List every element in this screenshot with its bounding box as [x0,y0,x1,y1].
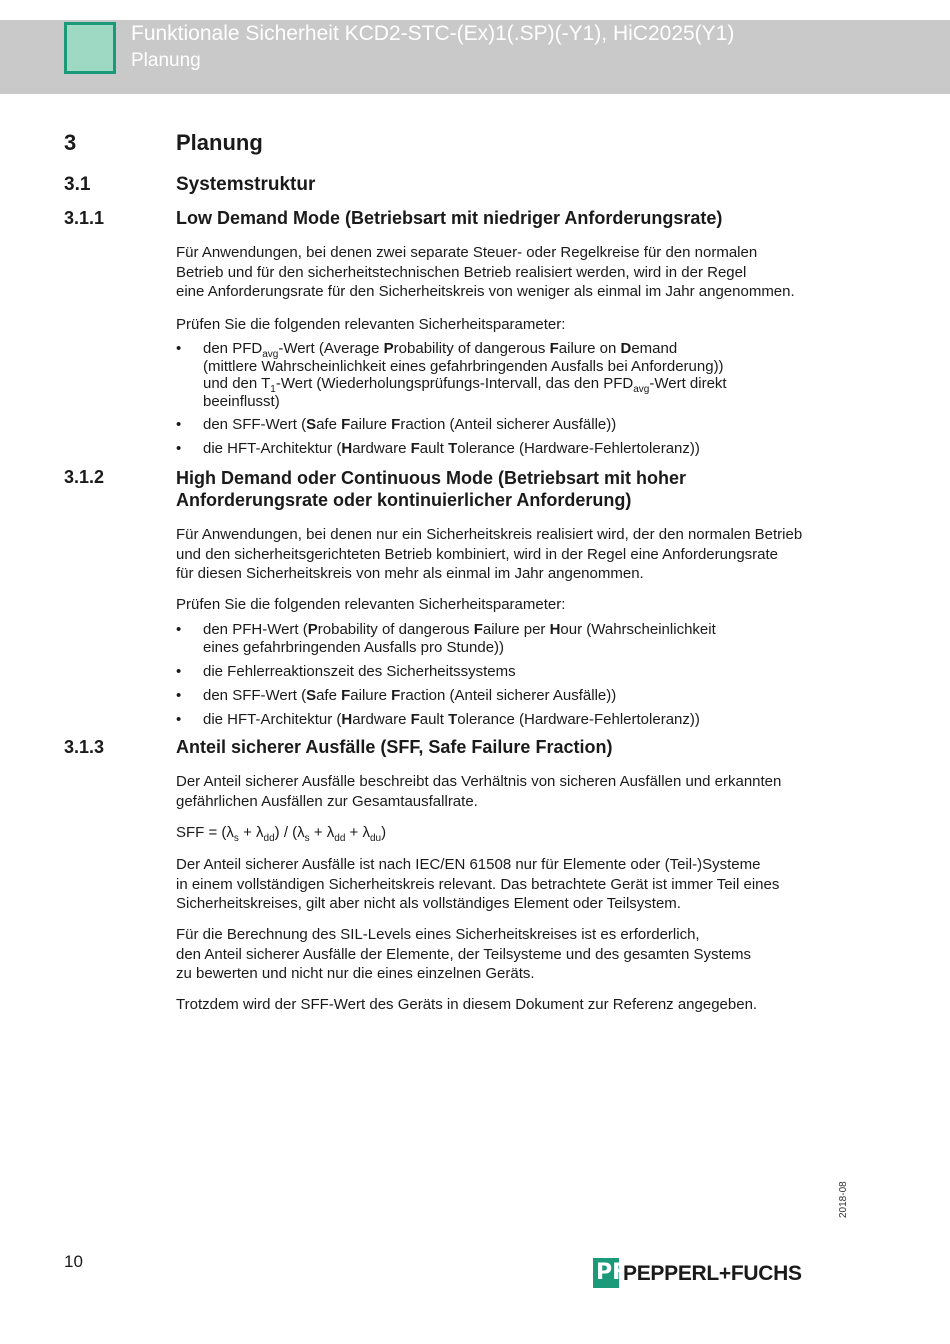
high-demand-check-intro: Prüfen Sie die folgenden relevanten Sicherheitsparameter: [176,596,566,613]
text-line: Der Anteil sicherer Ausfälle beschreibt das Verhältnis von sicheren Ausfällen und erkannten [176,773,782,790]
text-line: beeinflusst) [203,392,280,410]
bullet-icon: • [176,416,182,433]
list-item-text: die HFT-Architektur (Hardware Fault Tolerance (Hardware-Fehlertoleranz)) [203,711,700,728]
bullet-icon: • [176,340,182,357]
low-demand-paragraph [176,243,846,302]
bullet-icon: • [176,621,182,638]
section-number-3: 3 [64,130,77,155]
bullet-icon: • [176,711,182,728]
text-line: Für Anwendungen, bei denen nur ein Sicherheitskreis realisiert wird, der den normalen Betrieb [176,526,803,543]
logo-wordmark: PEPPERL+FUCHS [623,1262,802,1285]
text-line: Sicherheitskreises, gilt aber nicht als vollständiges Element oder Teilsystem. [176,895,681,912]
text-line: den $PFD_{avg}$-Wert (Average Probability of dangerous Failure on Demand [203,340,678,360]
sff-paragraph-1 [176,772,846,811]
text-line: Der Anteil sicherer Ausfälle ist nach IEC/EN 61508 nur für Elemente oder (Teil-)Systeme [176,856,761,873]
high-demand-paragraph [176,525,846,584]
text-line: für diesen Sicherheitskreis von mehr als einmal im Jahr angenommen. [176,565,644,582]
section-title-3-1-2: High Demand oder Continuous Mode (Betriebsart mit hoher Anforderungsrate oder kontinuierlicher Anforderung) [176,468,687,510]
text-line: Betrieb und für den sicherheitstechnischen Betrieb realisiert werden, wird in der Regel [176,263,747,281]
text-line: Für die Berechnung des SIL-Levels eines Sicherheitskreises ist es erforderlich, [176,926,700,943]
text-line: den PFH-Wert (Probability of dangerous Failure per Hour (Wahrscheinlichkeit [203,621,716,638]
text-line: und den $T_1$-Wert (Wiederholungsprüfungs-Intervall, das den $PFD_{avg}$-Wert direkt [203,375,727,395]
text-line: (mittlere Wahrscheinlichkeit eines gefahrbringenden Ausfalls bei Anforderung)) [203,357,724,375]
header-title: Funktionale Sicherheit KCD2-STC-(Ex)1(.SP)(-Y1), HiC2025(Y1) [131,22,735,45]
logo-mark-icon: PF [593,1258,619,1288]
section-title-3-1: Systemstruktur [176,174,316,195]
text-line: eine Anforderungsrate für den Sicherheitskreis von weniger als einmal im Jahr angenommen. [176,283,795,300]
list-item-text [203,340,727,410]
section-title-3: Planung [176,130,263,155]
list-item-text: den SFF-Wert (Safe Failure Fraction (Anteil sicherer Ausfälle)) [203,416,617,433]
top-strip [0,0,950,20]
section-title-3-1-1: Low Demand Mode (Betriebsart mit niedriger Anforderungsrate) [176,208,723,228]
list-item-text [203,621,716,656]
section-number-3-1-2: 3.1.2 [64,467,105,487]
text-line: in einem vollständigen Sicherheitskreis relevant. Das betrachtete Gerät ist immer Teil eines [176,875,780,893]
list-item-text: die HFT-Architektur (Hardware Fault Tolerance (Hardware-Fehlertoleranz)) [203,440,700,457]
page-number: 10 [64,1252,83,1271]
section-number-3-1-3: 3.1.3 [64,737,105,757]
sff-paragraph-4: Trotzdem wird der SFF-Wert des Geräts in diesem Dokument zur Referenz angegeben. [176,996,758,1013]
sff-paragraph-3 [176,925,846,984]
document-date: 2018-08 [838,1181,849,1218]
bullet-icon: • [176,440,182,457]
text-line: gefährlichen Ausfällen zur Gesamtausfallrate. [176,792,478,810]
text-line: zu bewerten und nicht nur die eines einzelnen Geräts. [176,965,535,982]
page-header [0,20,950,94]
list-item-text: die Fehlerreaktionszeit des Sicherheitssystems [203,663,516,680]
bullet-icon: • [176,663,182,680]
bullet-icon: • [176,687,182,704]
text-line: und den sicherheitsgerichteten Betrieb kombiniert, wird in der Regel eine Anforderungsrate [176,545,779,563]
text-line: den Anteil sicherer Ausfälle der Elemente, der Teilsysteme und des gesamten Systems [176,945,752,963]
header-subtitle: Planung [131,50,201,71]
text-line: Für Anwendungen, bei denen zwei separate Steuer- oder Regelkreise für den normalen [176,244,758,261]
sff-formula: SFF = $(\lambda_s + \lambda_{dd}) / (\lambda_s + \lambda_{dd} + \lambda_{du})$ [176,824,387,844]
header-square-icon [64,22,116,74]
section-number-3-1: 3.1 [64,174,91,195]
text-line: eines gefahrbringenden Ausfalls pro Stunde)) [203,638,505,656]
section-number-3-1-1: 3.1.1 [64,208,105,228]
section-title-3-1-3: Anteil sicherer Ausfälle (SFF, Safe Failure Fraction) [176,737,613,757]
list-item-text: den SFF-Wert (Safe Failure Fraction (Anteil sicherer Ausfälle)) [203,687,617,704]
sff-paragraph-2 [176,855,846,914]
low-demand-check-intro: Prüfen Sie die folgenden relevanten Sicherheitsparameter: [176,316,566,333]
